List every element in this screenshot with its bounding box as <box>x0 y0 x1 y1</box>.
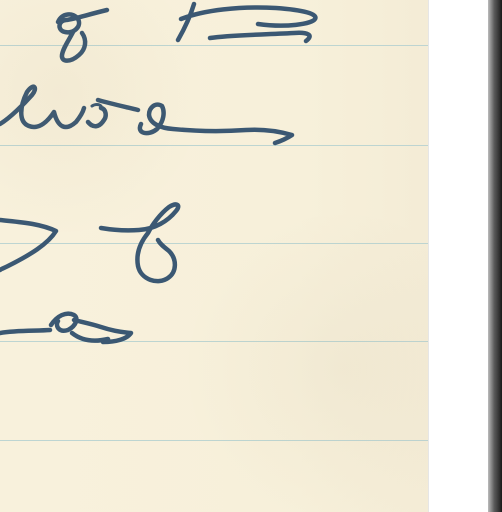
handwriting-word-de <box>0 314 131 342</box>
handwriting-word-the <box>178 4 315 41</box>
handwriting-word-7 <box>0 220 56 270</box>
handwriting-word-of-2 <box>101 204 178 281</box>
handwriting-word-lidden <box>0 87 292 143</box>
scan-margin <box>428 0 489 512</box>
handwriting-dot <box>92 105 101 107</box>
handwriting-word-of <box>58 10 107 61</box>
scanner-edge <box>488 0 502 512</box>
